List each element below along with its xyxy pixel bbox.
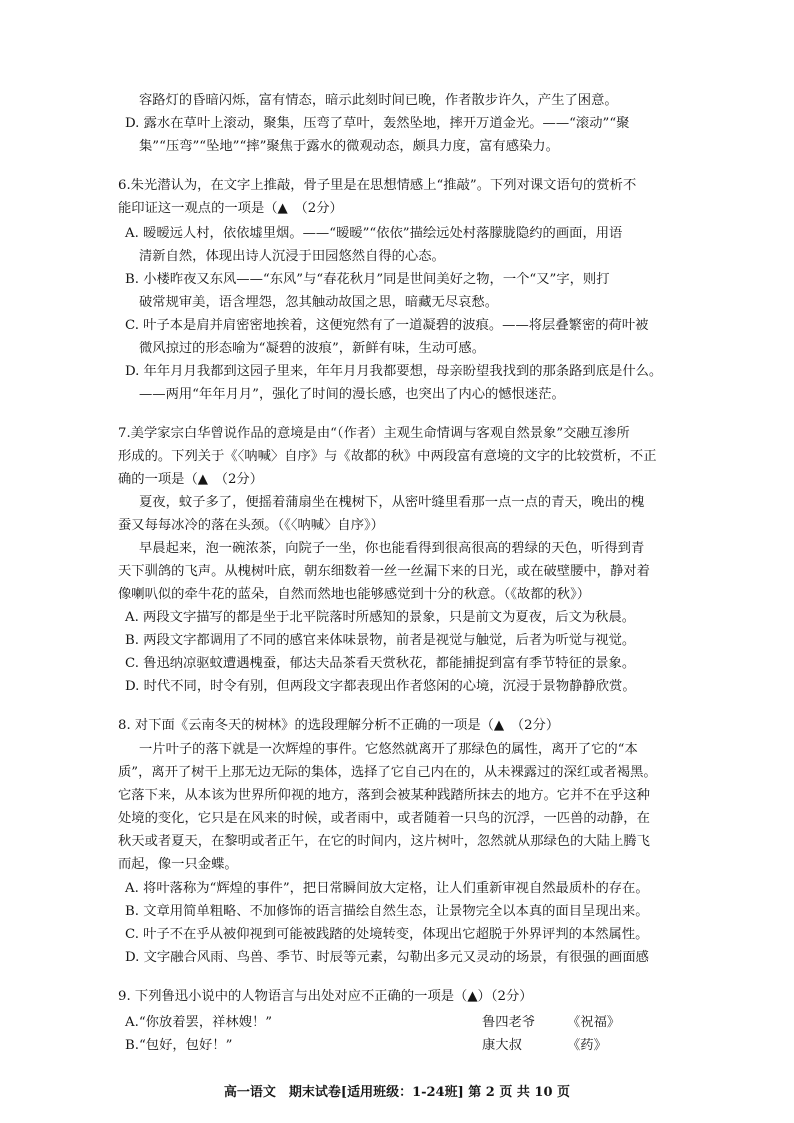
q6-option-b-continued: 破常规审美，语含埋怨，忽其触动故国之思，暗藏无尽哀愁。 bbox=[139, 295, 499, 310]
q9-option-a-speaker: 鲁四老爷 bbox=[482, 1015, 536, 1030]
q7-stem-end: 确的一项是（▲ （2分） bbox=[118, 472, 264, 487]
q6-option-c: C. 叶子本是肩并肩密密地挨着，这便宛然有了一道凝碧的波痕。——将层叠繁密的荷叶被 bbox=[125, 318, 649, 333]
q9-stem: 9. 下列鲁迅小说中的人物语言与出处对应不正确的一项是（▲）（2分） bbox=[118, 989, 533, 1004]
q8-passage-line-1: 一片叶子的落下就是一次辉煌的事件。它悠然就离开了那绿色的属性，离开了它的“本 bbox=[139, 742, 638, 757]
q7-passage-2: 早晨起来，泡一碗浓茶，向院子一坐，你也能看得到很高很高的碧绿的天色，听得到青 bbox=[139, 541, 645, 556]
q7-passage-2-line-3: 像喇叭似的牵牛花的蓝朵，自然而然地也能够感觉到十分的秋意。（《故都的秋》） bbox=[118, 587, 591, 602]
q7-option-d: D. 时代不同，时令有别，但两段文字都表现出作者悠闲的心境，沉浸于景物静静欣赏。 bbox=[125, 679, 636, 694]
q9-option-b-source: 《药》 bbox=[567, 1038, 607, 1053]
q7-stem-continued: 形成的。下列关于《〈呐喊〉自序》与《故都的秋》中两段富有意境的文字的比较赏析，不正 bbox=[118, 449, 657, 464]
q8-passage-line-2: 质”，离开了树干上那无边无际的集体，选择了它自己内在的，从未裸露过的深红或者褐黑。 bbox=[118, 765, 657, 780]
q7-option-b: B. 两段文字都调用了不同的感官来体味景物，前者是视觉与触觉，后者为听觉与视觉。 bbox=[125, 633, 636, 648]
q9-option-a-source: 《祝福》 bbox=[567, 1015, 621, 1030]
q6-stem: 6.朱光潜认为，在文字上推敲，骨子里是在思想情感上“推敲”。下列对课文语句的赏析不 bbox=[118, 178, 637, 193]
q6-option-a-continued: 清新自然，体现出诗人沉浸于田园悠然自得的心态。 bbox=[139, 249, 445, 264]
q8-passage-line-3: 它落下来，从本该为世界所仰视的地方，落到会被某种践踏所抹去的地方。它并不在乎这种 bbox=[118, 788, 650, 803]
q8-option-c: C. 叶子不在乎从被仰视到可能被践踏的处境转变，体现出它超脱于外界评判的本然属性。 bbox=[125, 927, 649, 942]
q8-option-b: B. 文章用简单粗略、不加修饰的语言描绘自然生态，让景物完全以本真的面目呈现出来。 bbox=[125, 904, 649, 919]
q7-option-c: C. 鲁迅纳凉驱蚊遭遇槐蚕，郁达夫品茶看天赏秋花，都能捕捉到富有季节特征的景象。 bbox=[125, 656, 636, 671]
page-footer: 高一语文 期末试卷[适用班级：1-24班] 第 2 页 共 10 页 bbox=[223, 1085, 571, 1100]
q5-option-c-continued: 容路灯的昏暗闪烁，富有情态，暗示此刻时间已晚，作者散步许久，产生了困意。 bbox=[139, 93, 618, 108]
q9-option-b-speaker: 康大叔 bbox=[482, 1038, 522, 1053]
q8-passage-line-6: 而起，像一只金蝶。 bbox=[118, 857, 238, 872]
q7-passage-1: 夏夜，蚊子多了，便摇着蒲扇坐在槐树下，从密叶缝里看那一点一点的青天，晚出的槐 bbox=[139, 495, 645, 510]
q8-passage-line-4: 处境的变化，它只是在风来的时候，或者雨中，或者随着一只鸟的沉浮，一匹兽的动静，在 bbox=[118, 811, 650, 826]
q6-option-a: A. 暧暧远人村，依依墟里烟。——“暧暧”“依依”描绘远处村落朦胧隐约的画面，用语 bbox=[125, 226, 623, 241]
q8-option-d: D. 文字融合风雨、鸟兽、季节、时辰等元素，勾勒出多元又灵动的场景，有很强的画面感 bbox=[125, 950, 649, 965]
q6-option-b: B. 小楼昨夜又东风——“东风”与“春花秋月”同是世间美好之物，一个“又”字，则打 bbox=[125, 272, 610, 287]
q7-option-a: A. 两段文字描写的都是坐于北平院落时所感知的景象，只是前文为夏夜，后文为秋晨。 bbox=[125, 610, 636, 625]
q5-option-d-continued: 集”“压弯”“坠地”“摔”聚焦于露水的微观动态，颇具力度，富有感染力。 bbox=[139, 139, 559, 154]
q8-option-a: A. 将叶落称为“辉煌的事件”，把日常瞬间放大定格，让人们重新审视自然最质朴的存在。 bbox=[125, 881, 649, 896]
q7-passage-1-continued: 蚕又每每冰冷的落在头颈。（《〈呐喊〉自序》） bbox=[118, 518, 384, 533]
q9-option-a-quote: A.“你放着罢，祥林嫂！” bbox=[125, 1015, 273, 1030]
q6-option-d: D. 年年月月我都到这园子里来，年年月月我都要想，母亲盼望我找到的那条路到底是什么。 bbox=[125, 364, 663, 379]
q7-passage-2-line-2: 天下驯鸽的飞声。从槐树叶底，朝东细数着一丝一丝漏下来的日光，或在破壁腰中，静对着 bbox=[118, 564, 650, 579]
q8-stem: 8. 对下面《云南冬天的树林》的选段理解分析不正确的一项是（▲ （2分） bbox=[118, 718, 560, 733]
q5-option-d: D. 露水在草叶上滚动，聚集，压弯了草叶，轰然坠地，摔开万道金光。——“滚动”“聚 bbox=[125, 116, 630, 131]
q9-option-b-quote: B.“包好，包好！” bbox=[125, 1038, 233, 1053]
q6-stem-continued: 能印证这一观点的一项是（▲ （2分） bbox=[118, 201, 343, 216]
q7-stem: 7.美学家宗白华曾说作品的意境是由“（作者）主观生命情调与客观自然景象”交融互渗所 bbox=[118, 426, 630, 441]
q6-option-d-continued: ——两用“年年月月”，强化了时间的漫长感，也突出了内心的憾恨迷茫。 bbox=[139, 387, 565, 402]
q6-option-c-continued: 微风掠过的形态喻为“凝碧的波痕”，新鲜有味，生动可感。 bbox=[139, 341, 486, 356]
q8-passage-line-5: 秋天或者夏天，在黎明或者正午，在它的时间内，这片树叶，忽然就从那绿色的大陆上腾飞 bbox=[118, 834, 650, 849]
